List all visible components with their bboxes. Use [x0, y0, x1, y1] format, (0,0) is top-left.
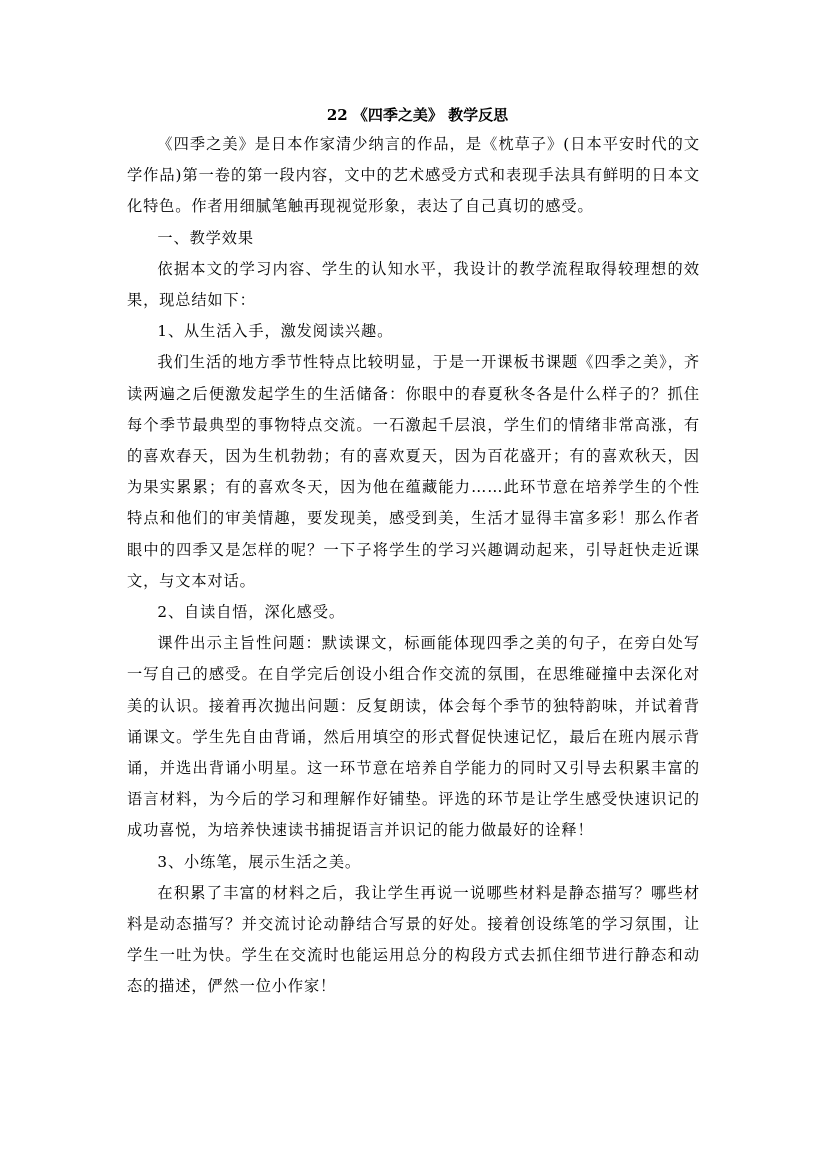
paragraph-2: 课件出示主旨性问题：默读课文，标画能体现四季之美的句子，在旁白处写一写自己的感受。在自学完后创设小组合作交流的氛围，在思维碰撞中去深化对美的认识。接着再次抛出问题：反复朗读，体会每个季节的独特韵味，并试着背诵课文。学生先自由背诵，然后用填空的形式督促快速记忆，最后在班内展示背诵，并选出背诵小明星。这一环节意在培养自学能力的同时又引导去积累丰富的语言材料，为今后的学习和理解作好铺垫。评选的环节是让学生感受快速识记的成功喜悦，为培养快速读书捕捉语言并识记的能力做最好的诠释！	[127, 634, 700, 840]
summary-paragraph: 依据本文的学习内容、学生的认知水平，我设计的教学流程取得较理想的效果，现总结如下：	[127, 259, 700, 310]
subheading-3: 3、小练笔，展示生活之美。	[157, 852, 362, 871]
subheading-2: 2、自读自悟，深化感受。	[157, 603, 345, 622]
paragraph-1: 我们生活的地方季节性特点比较明显，于是一开课板书课题《四季之美》，齐读两遍之后便激发起学生的生活储备：你眼中的春夏秋冬各是什么样子的？抓住每个季节最典型的事物特点交流。一石激起千层浪，学生们的情绪非常高涨，有的喜欢春天，因为生机勃勃；有的喜欢夏天，因为百花盛开；有的喜欢秋天，因为果实累累；有的喜欢冬天，因为他在蕴藏能力……此环节意在培养学生的个性特点和他们的审美情趣，要发现美，感受到美，生活才显得丰富多彩！那么作者眼中的四季又是怎样的呢？一下子将学生的学习兴趣调动起来，引导赶快走近课文，与文本对话。	[127, 353, 700, 590]
document-body	[127, 102, 700, 1003]
section-heading-teaching-effect: 一、教学效果	[157, 228, 254, 247]
document-title: 22 《四季之美》 教学反思	[326, 106, 509, 124]
subheading-1: 1、从生活入手，激发阅读兴趣。	[157, 322, 394, 341]
paragraph-3: 在积累了丰富的材料之后，我让学生再说一说哪些材料是静态描写？哪些材料是动态描写？并交流讨论动静结合写景的好处。接着创设练笔的学习氛围，让学生一吐为快。学生在交流时也能运用总分的构段方式去抓住细节进行静态和动态的描述，俨然一位小作家！	[127, 883, 700, 996]
intro-paragraph: 《四季之美》是日本作家清少纳言的作品，是《枕草子》(日本平安时代的文学作品)第一卷的第一段内容，文中的艺术感受方式和表现手法具有鲜明的日本文化特色。作者用细腻笔触再现视觉形象，表达了自己真切的感受。	[127, 135, 700, 216]
